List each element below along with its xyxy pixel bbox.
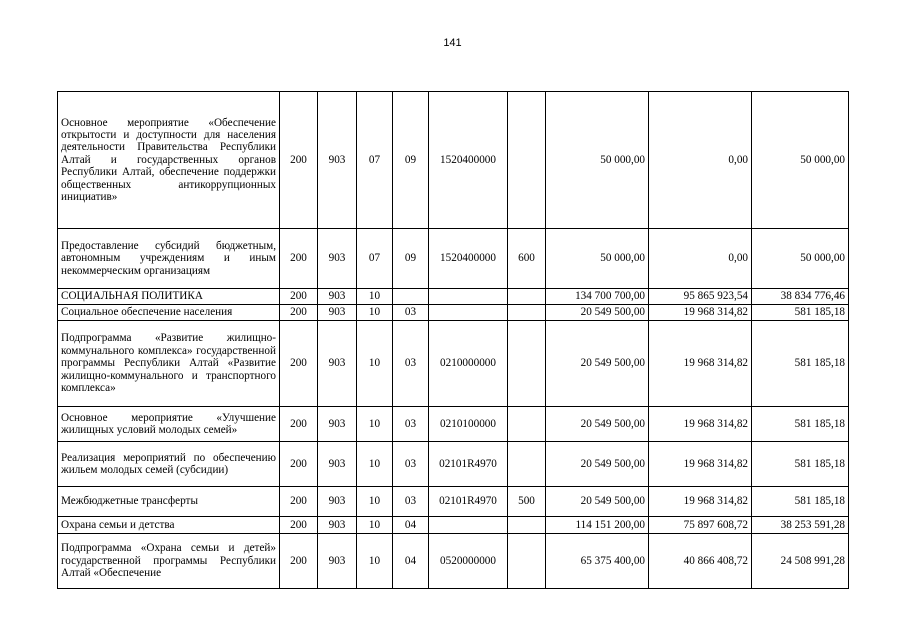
admin-code: 200 — [280, 487, 318, 517]
expense-type-code — [508, 407, 546, 442]
admin-code: 200 — [280, 407, 318, 442]
amount-remaining: 581 185,18 — [752, 442, 849, 487]
section-code: 10 — [357, 517, 393, 534]
section-code: 07 — [357, 92, 393, 229]
target-article-code: 1520400000 — [429, 92, 508, 229]
table-row — [58, 289, 849, 305]
page-number: 141 — [443, 37, 462, 49]
table-row — [58, 517, 849, 534]
amount-planned: 20 549 500,00 — [546, 305, 649, 321]
admin-code: 200 — [280, 534, 318, 589]
amount-executed: 0,00 — [649, 92, 752, 229]
amount-executed: 19 968 314,82 — [649, 407, 752, 442]
subsection-code: 04 — [393, 534, 429, 589]
amount-remaining: 50 000,00 — [752, 92, 849, 229]
row-name: Реализация мероприятий по обеспечению жильем молодых семей (субсидии) — [58, 442, 280, 487]
admin-code: 200 — [280, 229, 318, 289]
target-article-code: 0210100000 — [429, 407, 508, 442]
gov-code: 903 — [318, 407, 357, 442]
expense-type-code — [508, 305, 546, 321]
admin-code: 200 — [280, 289, 318, 305]
row-name: Подпрограмма «Развитие жилищно-коммунального комплекса» государственной программы Республики Алтай «Развитие жилищно-коммунального и транспортного комплекса» — [58, 321, 280, 407]
gov-code: 903 — [318, 321, 357, 407]
section-code: 10 — [357, 487, 393, 517]
subsection-code: 03 — [393, 321, 429, 407]
gov-code: 903 — [318, 305, 357, 321]
amount-executed: 19 968 314,82 — [649, 442, 752, 487]
table-row — [58, 321, 849, 407]
subsection-code: 03 — [393, 407, 429, 442]
expense-type-code: 500 — [508, 487, 546, 517]
target-article-code: 0210000000 — [429, 321, 508, 407]
section-code: 10 — [357, 534, 393, 589]
expense-type-code — [508, 442, 546, 487]
table-row — [58, 92, 849, 229]
table-row — [58, 305, 849, 321]
admin-code: 200 — [280, 442, 318, 487]
amount-planned: 134 700 700,00 — [546, 289, 649, 305]
target-article-code: 1520400000 — [429, 229, 508, 289]
amount-remaining: 50 000,00 — [752, 229, 849, 289]
expense-type-code — [508, 92, 546, 229]
gov-code: 903 — [318, 442, 357, 487]
amount-remaining: 24 508 991,28 — [752, 534, 849, 589]
target-article-code: 02101R4970 — [429, 442, 508, 487]
section-code: 10 — [357, 305, 393, 321]
admin-code: 200 — [280, 92, 318, 229]
amount-planned: 114 151 200,00 — [546, 517, 649, 534]
amount-remaining: 38 253 591,28 — [752, 517, 849, 534]
section-code: 10 — [357, 442, 393, 487]
admin-code: 200 — [280, 321, 318, 407]
table-row — [58, 229, 849, 289]
row-name: СОЦИАЛЬНАЯ ПОЛИТИКА — [58, 289, 280, 305]
section-code: 10 — [357, 321, 393, 407]
gov-code: 903 — [318, 229, 357, 289]
expense-type-code: 600 — [508, 229, 546, 289]
gov-code: 903 — [318, 534, 357, 589]
amount-planned: 20 549 500,00 — [546, 487, 649, 517]
amount-executed: 40 866 408,72 — [649, 534, 752, 589]
expense-type-code — [508, 289, 546, 305]
amount-remaining: 581 185,18 — [752, 487, 849, 517]
table-row — [58, 534, 849, 589]
amount-executed: 75 897 608,72 — [649, 517, 752, 534]
subsection-code: 09 — [393, 92, 429, 229]
row-name: Основное мероприятие «Обеспечение открытости и доступности для населения деятельности Правительства Республики Алтай и государственных органов Республики Алтай, обеспечение поддержки общественных антикоррупционных инициатив» — [58, 92, 280, 229]
admin-code: 200 — [280, 517, 318, 534]
target-article-code — [429, 517, 508, 534]
expense-type-code — [508, 534, 546, 589]
target-article-code — [429, 305, 508, 321]
target-article-code: 0520000000 — [429, 534, 508, 589]
section-code: 10 — [357, 407, 393, 442]
amount-planned: 20 549 500,00 — [546, 321, 649, 407]
expense-type-code — [508, 321, 546, 407]
subsection-code — [393, 289, 429, 305]
row-name: Межбюджетные трансферты — [58, 487, 280, 517]
subsection-code: 04 — [393, 517, 429, 534]
row-name: Основное мероприятие «Улучшение жилищных условий молодых семей» — [58, 407, 280, 442]
target-article-code — [429, 289, 508, 305]
amount-remaining: 581 185,18 — [752, 305, 849, 321]
subsection-code: 03 — [393, 442, 429, 487]
amount-planned: 20 549 500,00 — [546, 407, 649, 442]
amount-executed: 19 968 314,82 — [649, 321, 752, 407]
gov-code: 903 — [318, 289, 357, 305]
amount-executed: 95 865 923,54 — [649, 289, 752, 305]
gov-code: 903 — [318, 517, 357, 534]
subsection-code: 03 — [393, 305, 429, 321]
gov-code: 903 — [318, 92, 357, 229]
amount-planned: 65 375 400,00 — [546, 534, 649, 589]
section-code: 07 — [357, 229, 393, 289]
gov-code: 903 — [318, 487, 357, 517]
amount-executed: 19 968 314,82 — [649, 487, 752, 517]
subsection-code: 09 — [393, 229, 429, 289]
amount-remaining: 581 185,18 — [752, 407, 849, 442]
amount-remaining: 38 834 776,46 — [752, 289, 849, 305]
row-name: Подпрограмма «Охрана семьи и детей» государственной программы Республики Алтай «Обеспечение — [58, 534, 280, 589]
table-row — [58, 442, 849, 487]
amount-executed: 0,00 — [649, 229, 752, 289]
amount-remaining: 581 185,18 — [752, 321, 849, 407]
target-article-code: 02101R4970 — [429, 487, 508, 517]
amount-executed: 19 968 314,82 — [649, 305, 752, 321]
amount-planned: 50 000,00 — [546, 92, 649, 229]
amount-planned: 50 000,00 — [546, 229, 649, 289]
table-row — [58, 407, 849, 442]
section-code: 10 — [357, 289, 393, 305]
expense-type-code — [508, 517, 546, 534]
table-row — [58, 487, 849, 517]
row-name: Охрана семьи и детства — [58, 517, 280, 534]
budget-table — [57, 91, 849, 589]
row-name: Социальное обеспечение населения — [58, 305, 280, 321]
row-name: Предоставление субсидий бюджетным, автономным учреждениям и иным некоммерческим организациям — [58, 229, 280, 289]
subsection-code: 03 — [393, 487, 429, 517]
admin-code: 200 — [280, 305, 318, 321]
amount-planned: 20 549 500,00 — [546, 442, 649, 487]
